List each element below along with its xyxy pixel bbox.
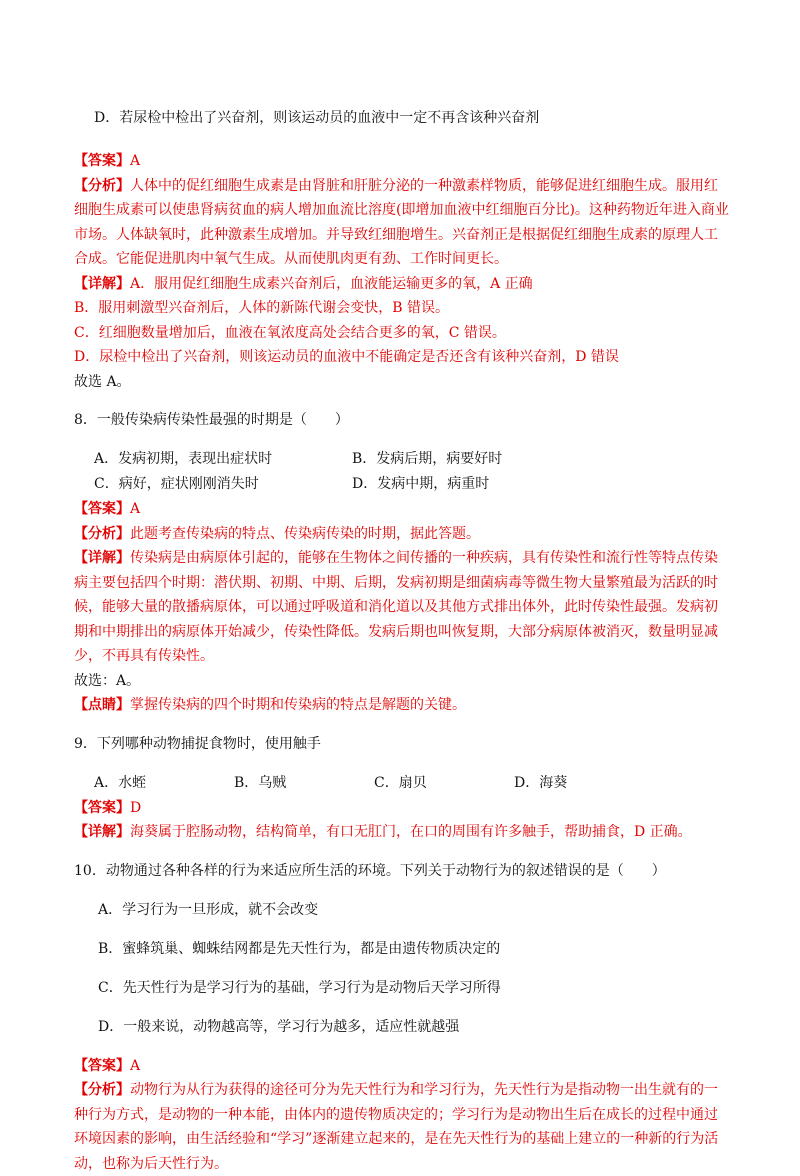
q10-option-d: D．一般来说，动物越高等，学习行为越多，适应性就越强 (98, 1018, 460, 1035)
answer-value: A (130, 1057, 141, 1074)
answer-tag: 【答案】 (74, 799, 130, 816)
q9-answer (74, 796, 730, 821)
detail-tag: 【详解】 (74, 550, 130, 566)
q8-answer (74, 497, 730, 522)
detail-tag: 【详解】 (74, 275, 130, 292)
answer-value: A (130, 501, 141, 517)
analysis-text: 此题考查传染病的特点、传染病传染的时期，据此答题。 (130, 525, 480, 542)
q10-answer (74, 1054, 730, 1079)
answer-tag: 【答案】 (74, 1057, 130, 1074)
q9-option-a: A．水蛭 (94, 774, 147, 791)
q8-choose: 故选：A。 (74, 672, 141, 689)
q9-stem: 9．下列哪种动物捕捉食物时，使用触手 (74, 735, 321, 752)
analysis-tag: 【分析】 (74, 177, 130, 194)
q8-stem: 8．一般传染病传染性最强的时期是（ ） (74, 412, 349, 428)
q9-option-c: C．扇贝 (374, 774, 427, 791)
q10-option-b: B．蜜蜂筑巢、蜘蛛结网都是先天性行为，都是由遗传物质决定的 (98, 940, 501, 957)
answer-value: D (130, 799, 142, 816)
q8-option-a: A．发病初期，表现出症状时 (94, 451, 273, 467)
q10-option-c: C．先天性行为是学习行为的基础，学习行为是动物后天学习所得 (98, 979, 501, 996)
detail-text: 传染病是由病原体引起的，能够在生物体之间传播的一种疾病，具有传染性和流行性等特点传染病主要包括四个时期：潜伏期、初期、中期、后期，发病初期是细菌病毒等微生物大量繁殖最为活跃的时候，能够大量的散播病原体，可以通过呼吸道和消化道以及其他方式排出体外，此时传染性最强。发病初期和中期排出的病原体开始减少，传染性降低。发病后期也叫恢复期，大部分病原体被消灭，数量明显减少，不再具有传染性。 (74, 550, 718, 664)
detail-text: 海葵属于腔肠动物，结构简单，有口无肛门，在口的周围有许多触手，帮助捕食，D 正确。 (130, 824, 692, 840)
answer-tag: 【答案】 (74, 501, 130, 517)
analysis-text: 人体中的促红细胞生成素是由肾脏和肝脏分泌的一种激素样物质，能够促进红细胞生成。服用红细胞生成素可以使患肾病贫血的病人增加血流比溶度(即增加血液中红细胞百分比)。这种药物近年进入商业市场。人体缺氧时，此种激素生成增加。并导致红细胞增生。兴奋剂正是根据促红细胞生成素的原理人工合成。它能促进肌肉中氧气生成。从而使肌肉更有劲、工作时间更长。 (74, 177, 729, 267)
point-tag: 【点睛】 (74, 697, 130, 713)
q9-option-d: D．海葵 (514, 774, 568, 791)
point-text: 掌握传染病的四个时期和传染病的特点是解题的关键。 (130, 697, 466, 713)
detail-tag: 【详解】 (74, 824, 130, 840)
q8-option-c: C．病好，症状刚刚消失时 (94, 476, 259, 492)
q8-option-b: B．发病后期，病要好时 (352, 451, 503, 467)
q9-detail (74, 820, 730, 845)
q8-analysis (74, 522, 730, 547)
q7-option-d: D．若尿检中检出了兴奋剂，则该运动员的血液中一定不再含该种兴奋剂 (94, 110, 540, 126)
q7-detail-b: B．服用刺激型兴奋剂后，人体的新陈代谢会变快，B 错误。 (74, 300, 450, 316)
analysis-tag: 【分析】 (74, 525, 130, 542)
q7-detail-d: D．尿检中检出了兴奋剂，则该运动员的血液中不能确定是否还含有该种兴奋剂，D 错误 (74, 349, 619, 365)
answer-value: A (130, 153, 141, 169)
q7-answer (74, 149, 730, 174)
analysis-text: 动物行为从行为获得的途径可分为先天性行为和学习行为，先天性行为是指动物一出生就有的一种行为方式，是动物的一种本能，由体内的遗传物质决定的；学习行为是动物出生后在成长的过程中通过环境因素的影响，由生活经验和“学习”逐渐建立起来的，是在先天性行为的基础上建立的一种新的行为活动，也称为后天性行为。 (74, 1082, 719, 1172)
q8-detail (74, 546, 730, 669)
q7-detail-c: C．红细胞数量增加后，血液在氧浓度高处会结合更多的氧，C 错误。 (74, 324, 506, 341)
q8-options-row-1 (74, 447, 730, 472)
q7-choose: 故选 A。 (74, 373, 131, 390)
q7-detail-a (74, 272, 730, 297)
q10-option-a: A．学习行为一旦形成，就不会改变 (98, 901, 319, 918)
q8-options-row-2 (74, 472, 730, 497)
detail-text: A．服用促红细胞生成素兴奋剂后，血液能运输更多的氧，A 正确 (130, 275, 533, 292)
q8-point (74, 693, 730, 718)
analysis-tag: 【分析】 (74, 1082, 130, 1098)
exam-page (74, 92, 730, 1176)
q7-analysis (74, 174, 730, 272)
q9-options-row (74, 771, 730, 796)
q10-analysis (74, 1078, 730, 1176)
q8-option-d: D．发病中期，病重时 (352, 476, 490, 492)
answer-tag: 【答案】 (74, 153, 130, 169)
q10-stem: 10．动物通过各种各样的行为来适应所生活的环境。下列关于动物行为的叙述错误的是（ ） (74, 862, 666, 879)
q9-option-b: B．乌贼 (234, 774, 287, 791)
